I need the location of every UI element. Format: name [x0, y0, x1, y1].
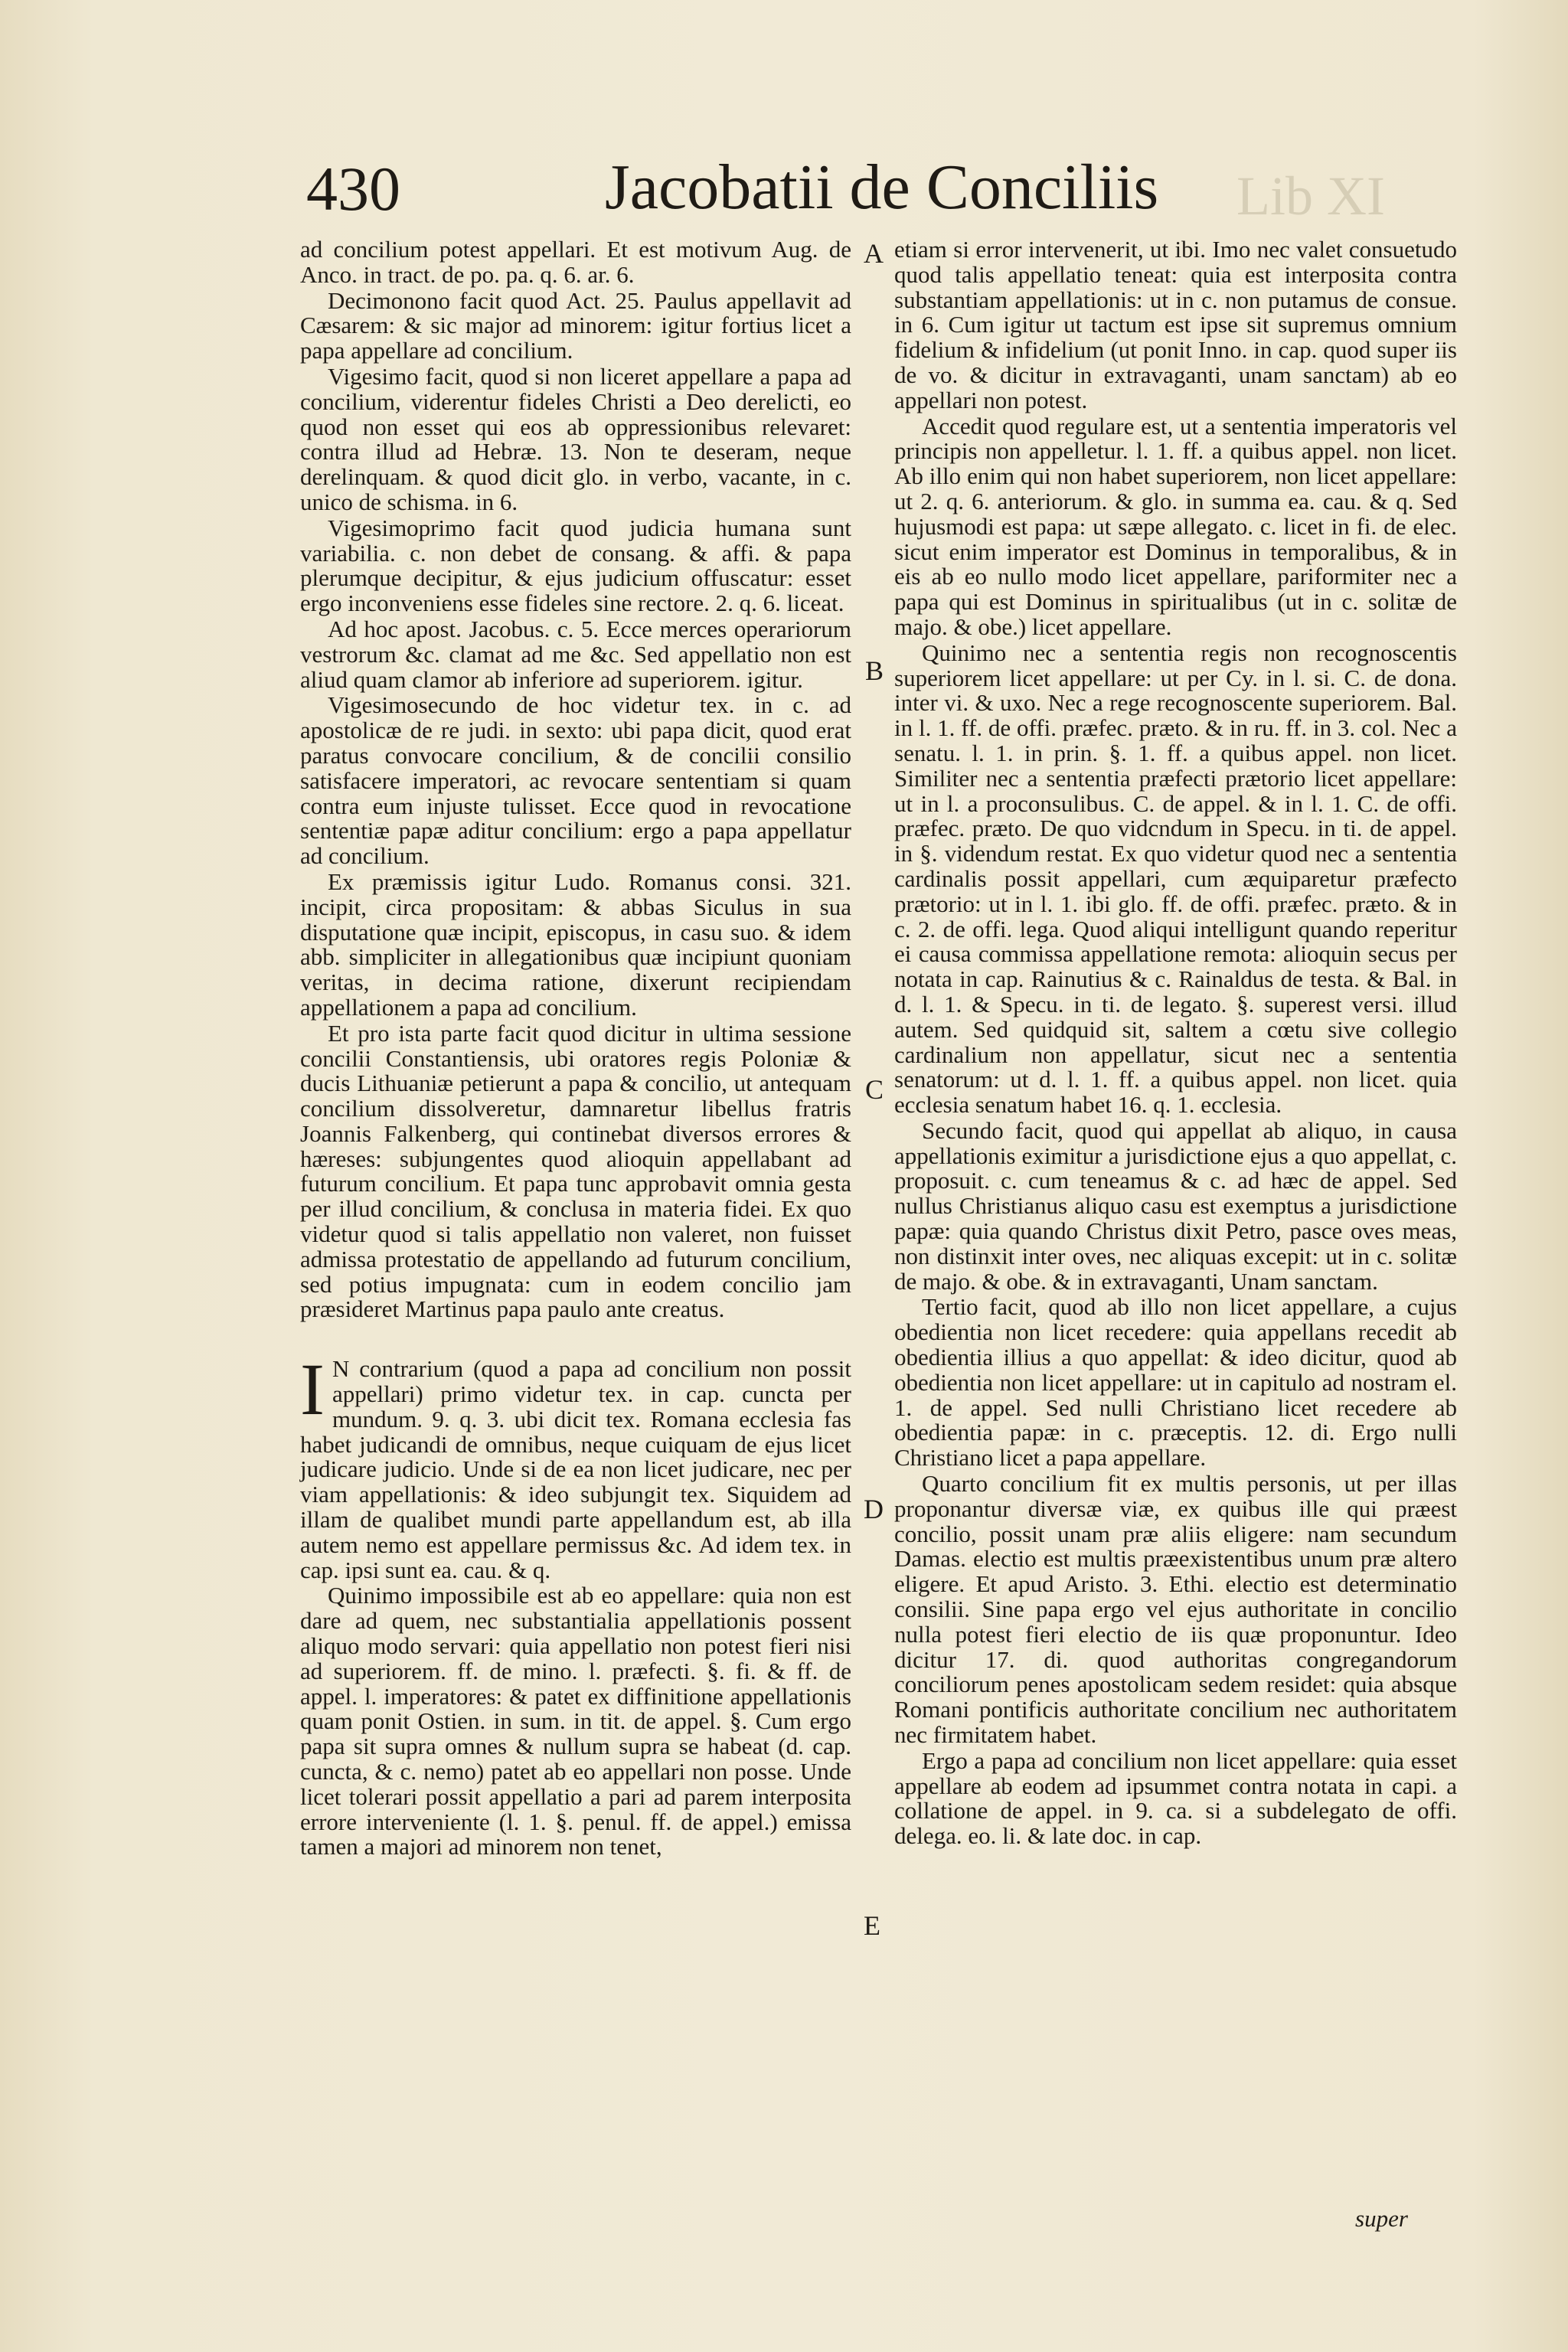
paragraph: Ad hoc apost. Jacobus. c. 5. Ecce merces operariorum vestrorum &c. clamat ad me &c. Sed appellatio non est aliud quam clamor ab inferiore ad superiorem. igitur.	[300, 615, 851, 693]
bleed-through-text: Lib XI	[1236, 165, 1385, 227]
paragraph: Tertio facit, quod ab illo non licet appellare, a cujus obedientia non licet recedere: quia appellans recedit ab obedientia illius a quo appellat: & ideo dicitur, quod ab obedientia non licet appellare: ut in capitulo ad nostram el. 1. de appel. Sed nulli Christiano licet recedere ab obedientia papæ: in c. præceptis. 12. di. Ergo nulli Christiano licet a papa appellare.	[894, 1293, 1457, 1472]
margin-letter-b: B	[865, 655, 884, 686]
paragraph: Decimonono facit quod Act. 25. Paulus appellavit ad Cæsarem: & sic major ad minorem: igitur fortius licet a papa appellare ad concilium.	[300, 286, 851, 364]
paragraph: Quarto concilium fit ex multis personis, ut per illas proponantur diversæ viæ, ex quibus ille qui præest concilio, possit unam præ aliis eligere: nam secundum Damas. electio est multis præexistentibus unum præ altero eligere. Et apud Aristo. 3. Ethi. electio est determinatio consilii. Sine papa ergo vel ejus authoritate in concilio nulla potest fieri electio de iis quæ proponuntur. Ideo dicitur 17. di. quod authoritas congregandorum conciliorum penes apostolicam sedem residet: quia absque Romani pontificis authoritate concilium nec authoritatem nec firmitatem habet.	[894, 1470, 1457, 1749]
paragraph: Quinimo nec a sententia regis non recognoscentis superiorem licet appellare: ut per Cy. in l. si. C. de dona. inter vi. & uxo. Nec a rege recognoscente superiorem. Bal. in l. 1. ff. de offi. præfec. præto. & in ru. ff. in 3. col. Nec a senatu. l. 1. in prin. §. 1. ff. a quibus appel. non licet. Similiter nec a sententia præfecti prætorio licet appellare: ut in l. a proconsulibus. C. de appel. & in l. 1. C. de offi. præfec. præto. De quo vidcndum in Specu. in ti. de appel. in §. videndum restat. Ex quo videtur quod nec a sententia cardinalis possit appellari, cum æquiparetur præfecto prætorio: ut in l. 1. ibi glo. ff. de offi. præfec. præto. & in c. 2. de offi. lega. Quod aliqui intelligunt quando reperitur ei causa commissa appellatione remota: alioquin secus per notata in cap. Rainutius & c. Rainaldus de testa. & Bal. in d. l. 1. & Specu. in ti. de legato. §. superest versi. illud autem. Sed quidquid sit, saltem a cœtu sive collegio cardinalium non appellatur, sicut nec a sententia senatorum: ut d. l. 1. ff. a quibus appel. non licet. quia ecclesia senatum habet 16. q. 1. ecclesia.	[894, 639, 1457, 1119]
page-number: 430	[306, 154, 400, 224]
drop-cap: I	[300, 1348, 325, 1431]
paragraph: Et pro ista parte facit quod dicitur in ultima sessione concilii Constantiensis, ubi oratores regis Poloniæ & ducis Lithuaniæ petierunt a papa & concilio, ut antequam concilium dissolveretur, damnaretur libellus fratris Joannis Falkenberg, qui continebat diversos errores & hæreses: subjungentes quod alioquin appellabant ad futurum concilium. Et papa tunc approbavit omnia gesta per illud concilium, & conclusa in materia fidei. Ex quo videtur quod si talis appellatio non valeret, non fuisset admissa protestatio de appellando ad futurum concilium, sed potius impugnata: cum in eodem concilio jam præsideret Martinus papa paulo ante creatus.	[300, 1019, 851, 1323]
paragraph: Accedit quod regulare est, ut a sententia imperatoris vel principis non appelletur. l. 1. ff. a quibus appel. non licet. Ab illo enim qui non habet superiorem, non licet appellare: ut 2. q. 6. anteriorum. & glo. in summa ea. cau. & q. Sed hujusmodi est papa: ut sæpe allegato. c. licet in fi. de elec. sicut enim imperator est Dominus in temporalibus, & in eis ab eo nullo modo licet appellare, pariformiter nec a papa qui est Dominus in spiritualibus (ut in c. solitæ de majo. & obe.) licet appellare.	[894, 412, 1457, 640]
margin-letter-a: A	[864, 238, 884, 269]
margin-letter-c: C	[865, 1074, 884, 1105]
paragraph: Vigesimosecundo de hoc videtur tex. in c. ad apostolicæ de re judi. in sexto: ubi papa dicit, quod erat paratus convocare concilium, & de concilii consilio satisfacere imperatori, ac revocare sententiam si quam contra eum injuste tulisset. Ecce quod in revocatione sententiæ papæ aditur concilium: ergo a papa appellatur ad concilium.	[300, 691, 851, 870]
paragraph-text: N contrarium (quod a papa ad concilium non possit appellari) primo videtur tex. in cap. cuncta per mundum. 9. q. 3. ubi dicit tex. Romana ecclesia fas habet judicandi de omnibus, neque cuiquam de ejus licet judicare judicio. Unde si de ea non licet judicare, nec per viam appellationis: & ideo subjungit tex. Siquidem ad illam de qualibet mundi parte appellandum est, ab illa autem nemo est appellare permissus &c. Ad idem tex. in cap. ipsi sunt ea. cau. & q.	[300, 1355, 851, 1583]
right-column	[894, 237, 1457, 1850]
paragraph: Ergo a papa ad concilium non licet appellare: quia esset appellare ab eodem ad ipsummet contra notata in capi. a collatione de appel. in 9. ca. si a subdelegato de offi. delega. eo. li. & late doc. in cap.	[894, 1746, 1457, 1850]
paragraph: Vigesimoprimo facit quod judicia humana sunt variabilia. c. non debet de consang. & affi. & papa plerumque decipitur, & ejus judicium offuscatur: esset ergo inconveniens esse fideles sine rectore. 2. q. 6. liceat.	[300, 514, 851, 617]
margin-letter-e: E	[864, 1910, 880, 1941]
running-title: Jacobatii de Conciliis	[605, 152, 1159, 223]
paragraph: etiam si error intervenerit, ut ibi. Imo nec valet consuetudo quod talis appellatio teneat: quia est interposita contra substantiam appellationis: ut in c. non putamus de consue. in 6. Cum igitur ut tactum est ipse sit supremus omnium fidelium & infidelium (ut ponit Inno. in cap. quod super iis de vo. & dicitur in extravaganti, unam sanctam) ab eo appellari non potest.	[894, 236, 1457, 413]
margin-letter-d: D	[864, 1494, 884, 1524]
paragraph: Ex præmissis igitur Ludo. Romanus consi. 321. incipit, circa propositam: & abbas Siculus in sua disputatione quæ incipit, episcopus, in casu suo. & idem abb. simpliciter in allegationibus quæ incipiunt quoniam veritas, in decima ratione, dixerunt recipiendam appellationem a papa ad concilium.	[300, 867, 851, 1021]
paragraph: Secundo facit, quod qui appellat ab aliquo, in causa appellationis eximitur a jurisdictione ejus a quo appellat, c. proposuit. c. cum teneamus & c. ad hæc de appel. Sed nullus Christianus aliquo casu est exemptus a jurisdictione papæ: quia quando Christus dixit Petro, pasce oves meas, non distinxit inter oves, nec aliquas excepit: ut in c. solitæ de majo. & obe. & in extravaganti, Unam sanctam.	[894, 1116, 1457, 1295]
paragraph: Quinimo impossibile est ab eo appellare: quia non est dare ad quem, nec substantialia appellationis possent aliquo modo servari: quia appellatio non potest fieri nisi ad superiorem. ff. de mino. l. præfecti. §. fi. & ff. de appel. l. imperatores: & patet ex diffinitione appellationis quam ponit Ostien. in sum. in tit. de appel. §. Cum ergo papa sit supra omnes & nullum supra se habeat (d. cap. cuncta, & c. nemo) patet ab eo appellari non posse. Unde licet tolerari possit appellatio a pari ad parem interposita errore interveniente (l. 1. §. penul. ff. de appel.) emissa tamen a majori ad minorem non tenet,	[300, 1582, 851, 1860]
paragraph: ad concilium potest appellari. Et est motivum Aug. de Anco. in tract. de po. pa. q. 6. ar. 6.	[300, 236, 851, 288]
left-column	[300, 237, 851, 1860]
paragraph: Vigesimo facit, quod si non liceret appellare a papa ad concilium, viderentur fideles Christi a Deo derelicti, eo quod non esset qui eos ab oppressionibus relevaret: contra illud ad Hebræ. 13. Non te deseram, neque derelinquam. & quod dicit glo. in verbo, vacante, in c. unico de schisma. in 6.	[300, 362, 851, 515]
catchword: super	[1355, 2205, 1408, 2232]
paragraph-with-initial	[300, 1348, 851, 1583]
